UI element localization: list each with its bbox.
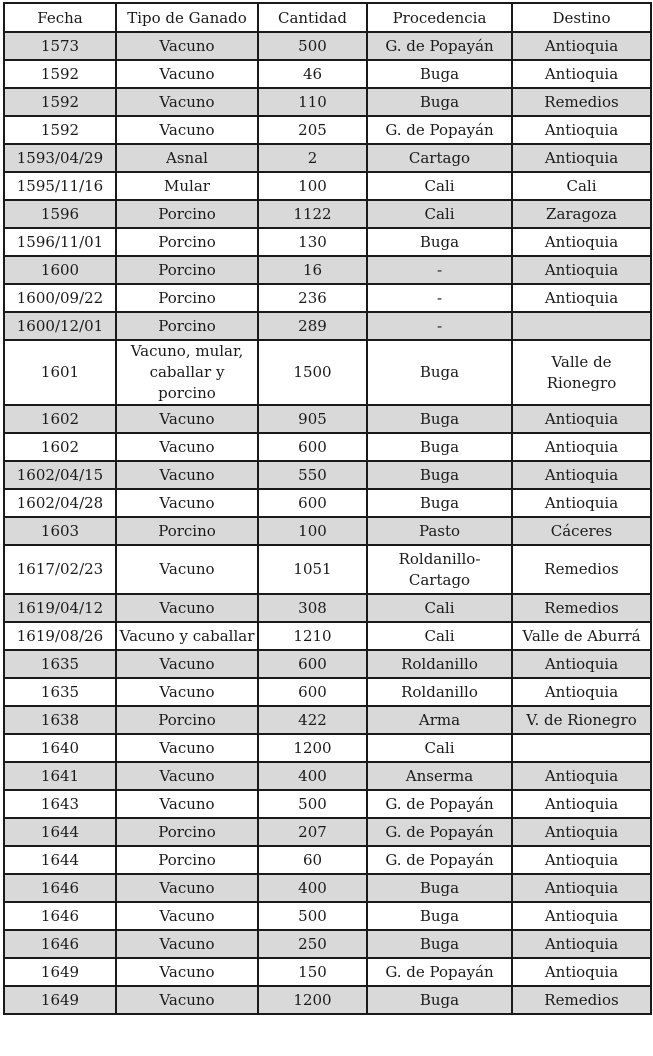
cell-cantidad: 1200 (258, 734, 367, 762)
cell-tipo: Vacuno (116, 734, 258, 762)
table-row (4, 650, 651, 678)
cell-procedencia: Roldanillo (367, 650, 512, 678)
cell-tipo: Porcino (116, 284, 258, 312)
cell-cantidad: 1051 (258, 545, 367, 594)
table-row (4, 116, 651, 144)
cell-tipo: Vacuno (116, 88, 258, 116)
table-row (4, 545, 651, 594)
cell-destino: Antioquia (512, 678, 651, 706)
cell-cantidad: 2 (258, 144, 367, 172)
cell-cantidad: 400 (258, 762, 367, 790)
cell-cantidad: 100 (258, 172, 367, 200)
table-row (4, 622, 651, 650)
cell-tipo: Asnal (116, 144, 258, 172)
cell-cantidad: 1122 (258, 200, 367, 228)
cell-tipo: Porcino (116, 517, 258, 545)
cell-procedencia: Buga (367, 489, 512, 517)
table-row (4, 284, 651, 312)
cell-cantidad: 289 (258, 312, 367, 340)
cell-procedencia: G. de Popayán (367, 32, 512, 60)
cell-tipo: Vacuno (116, 433, 258, 461)
cell-procedencia: Buga (367, 405, 512, 433)
cell-procedencia: Roldanillo (367, 678, 512, 706)
cell-tipo: Vacuno, mular, caballar y porcino (116, 340, 258, 405)
table-row (4, 172, 651, 200)
cell-fecha: 1602/04/28 (4, 489, 116, 517)
cell-fecha: 1649 (4, 958, 116, 986)
cell-cantidad: 400 (258, 874, 367, 902)
header-tipo-de-ganado: Tipo de Ganado (116, 3, 258, 32)
table-row (4, 958, 651, 986)
cell-fecha: 1573 (4, 32, 116, 60)
cell-destino: Remedios (512, 986, 651, 1014)
cell-tipo: Vacuno (116, 986, 258, 1014)
cell-destino: Antioquia (512, 461, 651, 489)
cell-procedencia: - (367, 312, 512, 340)
header-fecha: Fecha (4, 3, 116, 32)
cell-tipo: Porcino (116, 228, 258, 256)
table-row (4, 228, 651, 256)
cell-tipo: Vacuno (116, 545, 258, 594)
cell-fecha: 1600/09/22 (4, 284, 116, 312)
cell-cantidad: 1210 (258, 622, 367, 650)
cell-cantidad: 46 (258, 60, 367, 88)
cell-procedencia: G. de Popayán (367, 958, 512, 986)
cell-tipo: Vacuno (116, 902, 258, 930)
table-row (4, 312, 651, 340)
table-body (4, 32, 651, 1014)
cell-tipo: Vacuno (116, 958, 258, 986)
cell-procedencia: - (367, 256, 512, 284)
cell-destino: Cáceres (512, 517, 651, 545)
cell-tipo: Porcino (116, 706, 258, 734)
cell-procedencia: Cali (367, 734, 512, 762)
cell-procedencia: Cartago (367, 144, 512, 172)
cell-procedencia: Buga (367, 88, 512, 116)
cell-destino: Antioquia (512, 930, 651, 958)
cell-destino: Antioquia (512, 405, 651, 433)
table-row (4, 846, 651, 874)
cell-cantidad: 600 (258, 678, 367, 706)
cell-fecha: 1646 (4, 930, 116, 958)
cell-procedencia: G. de Popayán (367, 116, 512, 144)
cell-destino: Zaragoza (512, 200, 651, 228)
cell-destino: Valle de Rionegro (512, 340, 651, 405)
cell-procedencia: Cali (367, 594, 512, 622)
cell-destino: Antioquia (512, 790, 651, 818)
cell-fecha: 1617/02/23 (4, 545, 116, 594)
cell-fecha: 1640 (4, 734, 116, 762)
cell-destino: Antioquia (512, 32, 651, 60)
table-row (4, 489, 651, 517)
cell-procedencia: Arma (367, 706, 512, 734)
cell-fecha: 1602 (4, 433, 116, 461)
cell-procedencia: G. de Popayán (367, 818, 512, 846)
table-row (4, 144, 651, 172)
cell-procedencia: Buga (367, 228, 512, 256)
cell-cantidad: 308 (258, 594, 367, 622)
table-row (4, 986, 651, 1014)
cell-fecha: 1595/11/16 (4, 172, 116, 200)
cell-destino: Antioquia (512, 902, 651, 930)
table-row (4, 405, 651, 433)
cell-cantidad: 207 (258, 818, 367, 846)
table-row (4, 902, 651, 930)
cattle-transport-table (3, 2, 652, 1015)
cell-procedencia: Roldanillo-Cartago (367, 545, 512, 594)
cell-tipo: Vacuno (116, 930, 258, 958)
cell-destino: Antioquia (512, 958, 651, 986)
table-row (4, 60, 651, 88)
cell-tipo: Vacuno (116, 790, 258, 818)
cell-fecha: 1603 (4, 517, 116, 545)
cell-cantidad: 16 (258, 256, 367, 284)
cell-cantidad: 500 (258, 32, 367, 60)
cell-destino: Antioquia (512, 116, 651, 144)
cell-tipo: Porcino (116, 846, 258, 874)
table-row (4, 790, 651, 818)
cell-tipo: Vacuno (116, 60, 258, 88)
table-row (4, 818, 651, 846)
cell-fecha: 1646 (4, 902, 116, 930)
cell-destino: Antioquia (512, 489, 651, 517)
table-row (4, 594, 651, 622)
header-destino: Destino (512, 3, 651, 32)
cell-destino: Remedios (512, 545, 651, 594)
cell-tipo: Porcino (116, 200, 258, 228)
cell-fecha: 1643 (4, 790, 116, 818)
cell-destino: Antioquia (512, 60, 651, 88)
cell-procedencia: G. de Popayán (367, 790, 512, 818)
cell-fecha: 1592 (4, 116, 116, 144)
cell-destino: Antioquia (512, 256, 651, 284)
cell-procedencia: Buga (367, 986, 512, 1014)
cell-tipo: Vacuno (116, 32, 258, 60)
cell-cantidad: 550 (258, 461, 367, 489)
cell-destino: Antioquia (512, 228, 651, 256)
table-row (4, 200, 651, 228)
table-row (4, 930, 651, 958)
cell-destino: V. de Rionegro (512, 706, 651, 734)
cell-cantidad: 205 (258, 116, 367, 144)
table-row (4, 256, 651, 284)
cell-destino: Cali (512, 172, 651, 200)
cell-tipo: Porcino (116, 818, 258, 846)
table-row (4, 874, 651, 902)
cell-tipo: Vacuno (116, 405, 258, 433)
table-row (4, 734, 651, 762)
cell-cantidad: 500 (258, 902, 367, 930)
cell-destino (512, 312, 651, 340)
cell-cantidad: 600 (258, 489, 367, 517)
cell-procedencia: Cali (367, 200, 512, 228)
cell-fecha: 1602/04/15 (4, 461, 116, 489)
cell-tipo: Vacuno (116, 116, 258, 144)
cell-tipo: Mular (116, 172, 258, 200)
header-procedencia: Procedencia (367, 3, 512, 32)
cell-procedencia: Buga (367, 930, 512, 958)
cell-procedencia: Cali (367, 172, 512, 200)
cell-cantidad: 422 (258, 706, 367, 734)
cell-procedencia: Buga (367, 433, 512, 461)
cell-fecha: 1602 (4, 405, 116, 433)
cell-destino: Antioquia (512, 144, 651, 172)
cell-cantidad: 60 (258, 846, 367, 874)
table-row (4, 678, 651, 706)
cell-procedencia: Pasto (367, 517, 512, 545)
cell-destino: Antioquia (512, 818, 651, 846)
cell-tipo: Porcino (116, 256, 258, 284)
cell-procedencia: Buga (367, 60, 512, 88)
cell-cantidad: 500 (258, 790, 367, 818)
cell-cantidad: 600 (258, 650, 367, 678)
cell-procedencia: G. de Popayán (367, 846, 512, 874)
cell-fecha: 1619/08/26 (4, 622, 116, 650)
cell-fecha: 1649 (4, 986, 116, 1014)
cell-cantidad: 250 (258, 930, 367, 958)
header-row (4, 3, 651, 32)
cell-destino: Remedios (512, 88, 651, 116)
cell-procedencia: - (367, 284, 512, 312)
cell-destino: Antioquia (512, 846, 651, 874)
cell-tipo: Vacuno (116, 678, 258, 706)
table-row (4, 88, 651, 116)
cell-cantidad: 1500 (258, 340, 367, 405)
cell-tipo: Porcino (116, 312, 258, 340)
cell-destino: Remedios (512, 594, 651, 622)
table-row (4, 32, 651, 60)
cell-fecha: 1592 (4, 60, 116, 88)
cell-fecha: 1593/04/29 (4, 144, 116, 172)
cell-fecha: 1635 (4, 650, 116, 678)
cell-cantidad: 110 (258, 88, 367, 116)
cell-destino: Antioquia (512, 874, 651, 902)
cell-tipo: Vacuno (116, 874, 258, 902)
cell-fecha: 1619/04/12 (4, 594, 116, 622)
cell-procedencia: Anserma (367, 762, 512, 790)
cell-fecha: 1646 (4, 874, 116, 902)
cell-fecha: 1592 (4, 88, 116, 116)
cell-procedencia: Buga (367, 461, 512, 489)
header-cantidad: Cantidad (258, 3, 367, 32)
cell-cantidad: 1200 (258, 986, 367, 1014)
cell-destino: Antioquia (512, 433, 651, 461)
cell-fecha: 1644 (4, 818, 116, 846)
cell-destino (512, 734, 651, 762)
cell-procedencia: Buga (367, 874, 512, 902)
cell-fecha: 1641 (4, 762, 116, 790)
cell-tipo: Vacuno (116, 762, 258, 790)
cell-cantidad: 100 (258, 517, 367, 545)
table-row (4, 433, 651, 461)
table-row (4, 461, 651, 489)
cell-cantidad: 236 (258, 284, 367, 312)
cell-destino: Valle de Aburrá (512, 622, 651, 650)
cell-cantidad: 130 (258, 228, 367, 256)
cell-fecha: 1600 (4, 256, 116, 284)
cell-fecha: 1596/11/01 (4, 228, 116, 256)
cell-destino: Antioquia (512, 650, 651, 678)
cell-destino: Antioquia (512, 284, 651, 312)
cell-fecha: 1644 (4, 846, 116, 874)
cell-cantidad: 905 (258, 405, 367, 433)
cell-cantidad: 150 (258, 958, 367, 986)
cell-tipo: Vacuno (116, 489, 258, 517)
cell-procedencia: Buga (367, 902, 512, 930)
table-row (4, 340, 651, 405)
table-row (4, 517, 651, 545)
table-row (4, 706, 651, 734)
cell-fecha: 1638 (4, 706, 116, 734)
cell-cantidad: 600 (258, 433, 367, 461)
cell-tipo: Vacuno y caballar (116, 622, 258, 650)
cell-fecha: 1601 (4, 340, 116, 405)
cell-procedencia: Cali (367, 622, 512, 650)
table-row (4, 762, 651, 790)
cell-tipo: Vacuno (116, 594, 258, 622)
cell-tipo: Vacuno (116, 650, 258, 678)
cell-tipo: Vacuno (116, 461, 258, 489)
cell-destino: Antioquia (512, 762, 651, 790)
table-header (4, 3, 651, 32)
cell-fecha: 1596 (4, 200, 116, 228)
cell-fecha: 1600/12/01 (4, 312, 116, 340)
cell-fecha: 1635 (4, 678, 116, 706)
cell-procedencia: Buga (367, 340, 512, 405)
